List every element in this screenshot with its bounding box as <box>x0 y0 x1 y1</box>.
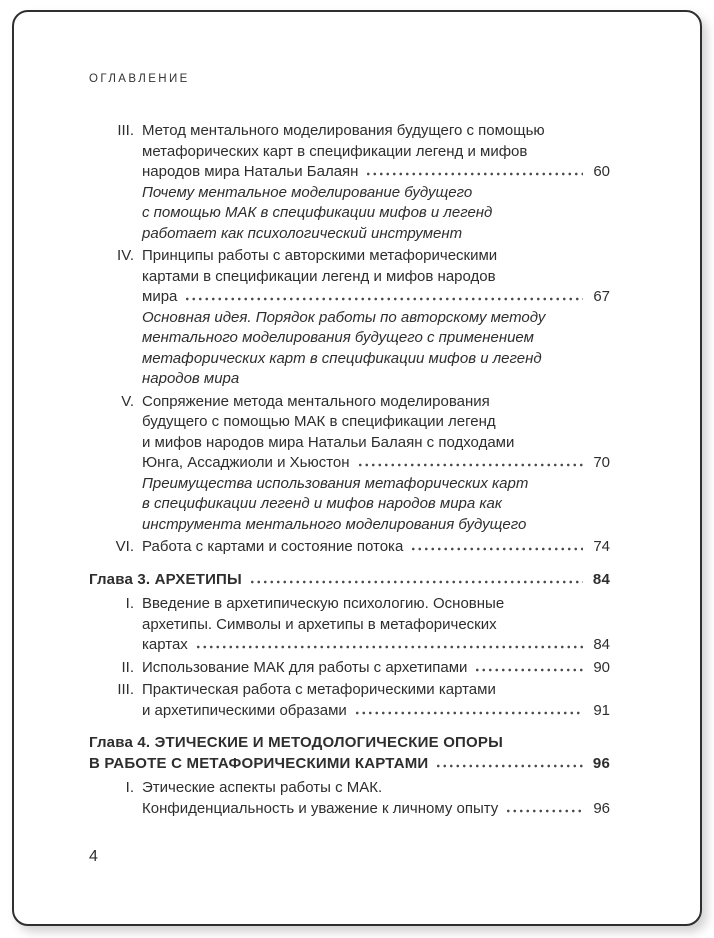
toc-entry-title: и архетипическими образами <box>142 701 347 719</box>
toc-entry <box>89 658 610 679</box>
toc-entry <box>89 392 610 536</box>
toc-entry-subtitle-line: Преимущества использования метафорических карт <box>142 474 529 492</box>
toc-page-ref: 96 <box>592 754 610 772</box>
toc-entry-numeral: III. <box>117 681 134 698</box>
toc-entry-title: картах <box>142 636 188 653</box>
toc-leader-row <box>142 635 610 656</box>
toc-page-ref: 60 <box>593 163 610 180</box>
toc-entry-line: архетипы. Символы и архетипы в метафорических <box>142 615 497 633</box>
toc-entry-line: и мифов народов мира Натальи Балаян с подходами <box>142 433 515 451</box>
dot-leader <box>249 580 583 584</box>
toc-leader-row <box>89 754 610 775</box>
toc-entry <box>89 594 610 656</box>
toc-entry-line: Принципы работы с авторскими метафорическими <box>142 247 498 264</box>
toc-entry-title: Глава 3. АРХЕТИПЫ <box>89 570 242 588</box>
toc-entry-subtitle-line: метафорических карт в спецификации мифов и легенд <box>142 349 542 367</box>
toc-entry-subtitle-line: в спецификации легенд и мифов народов мира как <box>142 495 502 512</box>
toc-page-ref: 67 <box>593 288 610 305</box>
page-title: ОГЛАВЛЕНИЕ <box>89 73 190 85</box>
dot-leader <box>354 711 583 715</box>
toc-entry <box>89 680 610 721</box>
dot-leader <box>474 668 583 672</box>
toc-entry-line: Практическая работа с метафорическими картами <box>142 681 496 698</box>
toc-entry-subtitle-line: инструмента ментального моделирования будущего <box>142 515 527 533</box>
toc-entry-line: картами в спецификации легенд и мифов народов <box>142 267 496 285</box>
toc-entry-line: Метод ментального моделирования будущего с помощью <box>142 122 545 139</box>
toc-entry-subtitle-line: работает как психологический инструмент <box>142 224 463 242</box>
toc-entry-title: Использование МАК для работы с архетипами <box>142 658 468 676</box>
dot-leader <box>184 297 583 301</box>
toc-entry-line: Сопряжение метода ментального моделирования <box>142 392 490 410</box>
toc-entry-line: Введение в архетипическую психологию. Основные <box>142 595 505 612</box>
toc-entry-numeral: III. <box>117 122 134 139</box>
toc-entry-subtitle-line: Основная идея. Порядок работы по авторскому методу <box>142 308 546 326</box>
book-page <box>12 10 702 926</box>
toc-leader-row <box>89 570 610 591</box>
toc-entry-line: Глава 4. ЭТИЧЕСКИЕ И МЕТОДОЛОГИЧЕСКИЕ ОПОРЫ <box>89 734 503 751</box>
toc-entry-title: Юнга, Ассаджиоли и Хьюстон <box>142 454 350 471</box>
toc-entry-numeral: V. <box>121 392 134 410</box>
toc-entry-title: Конфиденциальность и уважение к личному опыту <box>142 799 499 817</box>
toc-page-ref: 90 <box>593 658 610 676</box>
toc-entry-subtitle-line: Почему ментальное моделирование будущего <box>142 183 473 201</box>
toc-entry-numeral: I. <box>125 595 134 612</box>
dot-leader <box>505 809 583 813</box>
toc-leader-row <box>142 658 610 679</box>
toc-page-ref: 84 <box>593 636 610 653</box>
dot-leader <box>365 172 583 176</box>
toc-leader-row <box>142 162 610 183</box>
toc-page-ref: 70 <box>593 454 610 471</box>
toc-entry <box>89 537 610 558</box>
toc-leader-row <box>142 799 610 820</box>
toc-entry <box>89 246 610 390</box>
toc-entry-numeral: VI. <box>115 538 134 555</box>
toc-entry-numeral: I. <box>125 779 134 796</box>
toc-entry-numeral: IV. <box>117 247 134 264</box>
toc-page-ref: 74 <box>593 538 610 555</box>
toc-page-ref: 96 <box>593 799 610 817</box>
dot-leader <box>410 547 583 551</box>
dot-leader <box>435 764 583 768</box>
dot-leader <box>195 645 583 649</box>
toc-page-ref: 84 <box>592 570 610 588</box>
toc-leader-row <box>142 537 610 558</box>
toc-entry <box>89 778 610 819</box>
toc-entry-title: народов мира Натальи Балаян <box>142 163 359 180</box>
dot-leader <box>357 463 583 467</box>
toc-entry-subtitle-line: народов мира <box>142 370 240 387</box>
toc-chapter <box>89 733 610 774</box>
toc-entry-title: мира <box>142 288 178 305</box>
toc-page-ref: 91 <box>593 701 610 719</box>
page-number: 4 <box>89 848 98 865</box>
toc-entry-numeral: II. <box>121 658 134 676</box>
toc-entry-subtitle-line: ментального моделирования будущего с применением <box>142 329 534 346</box>
toc-leader-row <box>142 453 610 474</box>
toc-entry-line: Этические аспекты работы с МАК. <box>142 779 383 796</box>
toc-entry-line: будущего с помощью МАК в спецификации легенд <box>142 413 496 430</box>
toc-list <box>89 121 610 819</box>
toc-chapter <box>89 570 610 591</box>
toc-leader-row <box>142 287 610 308</box>
toc-leader-row <box>142 701 610 722</box>
toc-entry <box>89 121 610 244</box>
toc-entry-subtitle-line: с помощью МАК в спецификации мифов и легенд <box>142 204 493 221</box>
toc-entry-title: Работа с картами и состояние потока <box>142 538 404 555</box>
toc-entry-line: метафорических карт в спецификации легенд и мифов <box>142 142 528 160</box>
toc-entry-title: В РАБОТЕ С МЕТАФОРИЧЕСКИМИ КАРТАМИ <box>89 754 429 772</box>
